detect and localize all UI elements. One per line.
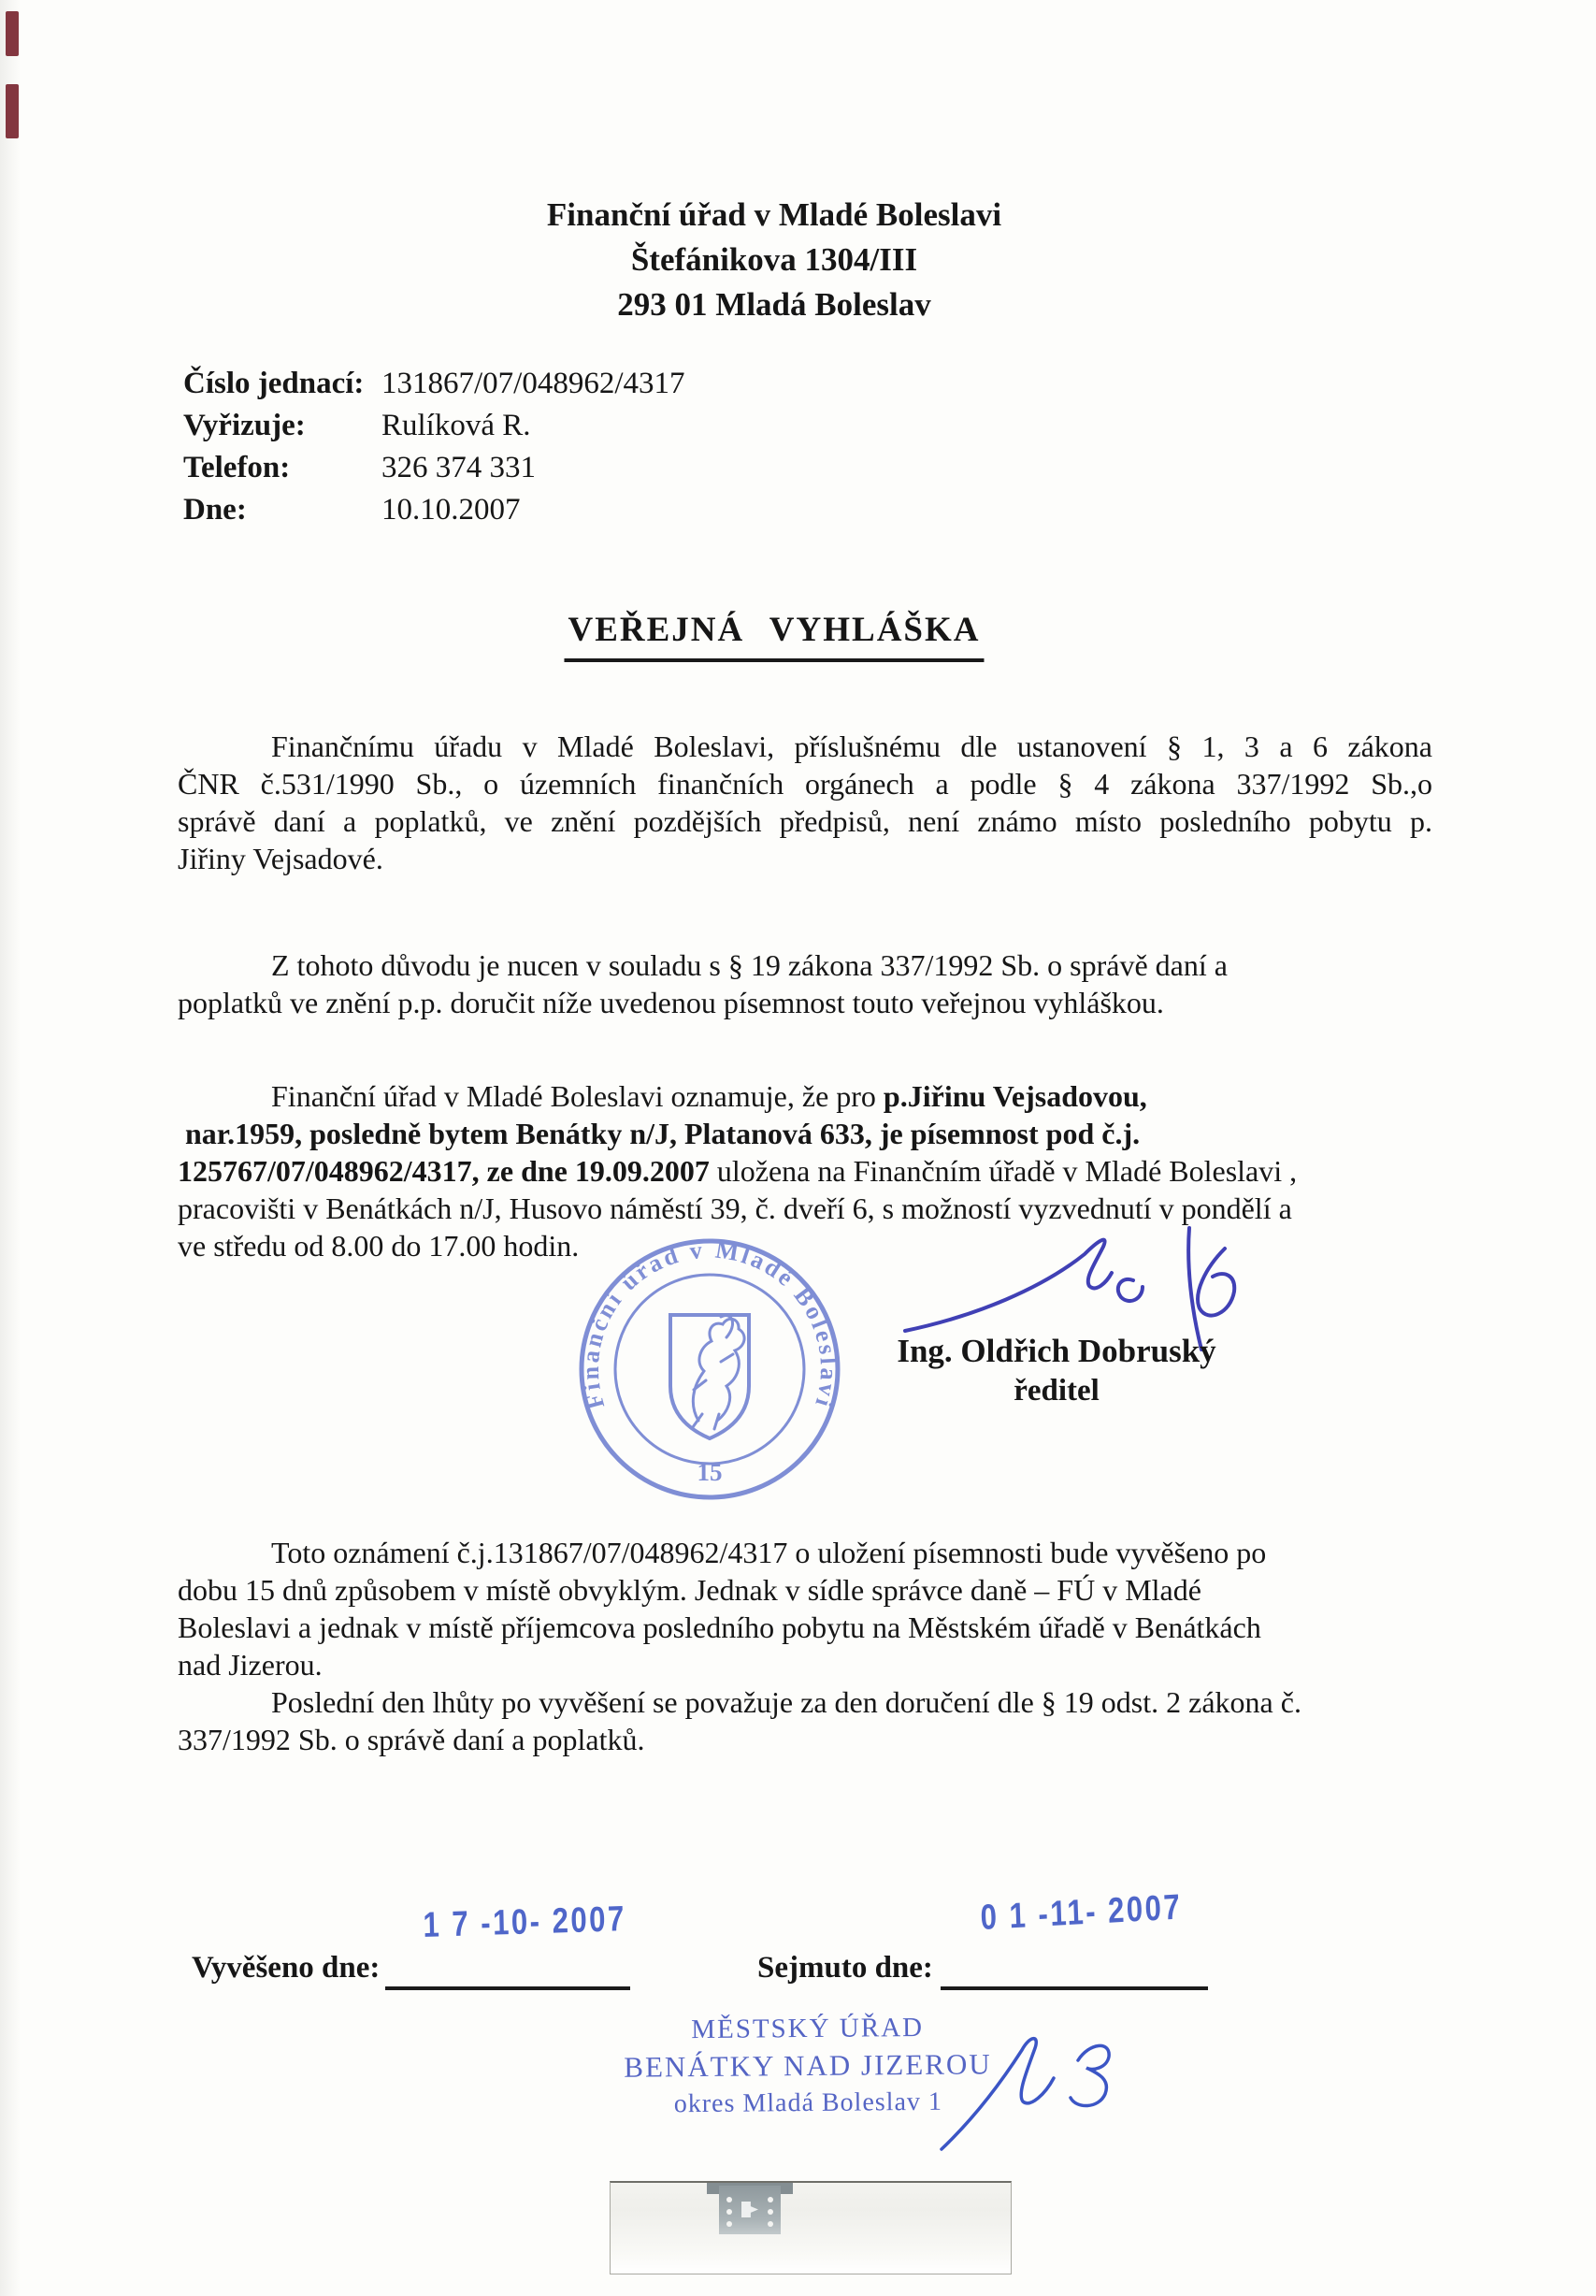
removed-date-line — [941, 1986, 1208, 1990]
removed-date-stamp: 0 1 -11- 2007 — [980, 1887, 1183, 1938]
scan-artifact-object — [610, 2181, 1012, 2274]
removed-date-label: Sejmuto dne: — [757, 1951, 933, 1985]
stamp-lion-emblem — [693, 1316, 744, 1429]
phone-label: Telefon: — [183, 451, 291, 484]
ref-number-value: 131867/07/048962/4317 — [381, 367, 685, 400]
signatory-block — [896, 1332, 1217, 1410]
paragraph-line: 337/1992 Sb. o správě daní a poplatků. — [178, 1723, 645, 1756]
paragraph-2 — [178, 946, 1432, 1021]
paragraph-line: pracovišti v Benátkách n/J, Husovo náměstí 39, č. dveří 6, s možností vyzvednutí v pondělí a — [178, 1191, 1292, 1225]
signatory-role: ředitel — [1014, 1374, 1100, 1408]
municipal-stamp-line: MĚSTSKÝ ÚŘAD — [691, 2012, 925, 2045]
text-run: Finanční úřad v Mladé Boleslavi oznamuje, že pro — [271, 1079, 884, 1113]
clerk-signature — [930, 2018, 1145, 2159]
paragraph-line — [178, 1077, 1432, 1115]
paragraph-line: Boleslavi a jednak v místě příjemcova posledního pobytu na Městském úřadě v Benátkách — [178, 1610, 1261, 1644]
letterhead-city: 293 01 Mladá Boleslav — [617, 286, 931, 323]
phone-value: 326 374 331 — [381, 451, 536, 484]
text-run-bold: 125767/07/048962/4317, ze dne 19.09.2007 — [178, 1154, 710, 1188]
text-run: uložena na Finančním úřadě v Mladé Boleslavi , — [709, 1154, 1298, 1188]
paragraph-line: nad Jizerou. — [178, 1648, 323, 1682]
handled-by-value: Rulíková R. — [381, 409, 531, 442]
paragraph-4 — [178, 1534, 1432, 1683]
stamp-number: 15 — [697, 1458, 723, 1486]
signatory-name: Ing. Oldřich Dobruský — [897, 1333, 1216, 1369]
scan-artifact-clip-notch — [741, 2202, 758, 2217]
stamp-circular-text: Finanční úřad v Mladé Boleslavi — [576, 1235, 843, 1413]
text-run-bold: p.Jiřinu Vejsadovou, — [883, 1079, 1147, 1113]
posted-date-line — [385, 1986, 630, 1990]
municipal-stamp-line: BENÁTKY NAD JIZEROU — [624, 2047, 992, 2084]
municipal-stamp-line: okres Mladá Boleslav 1 — [673, 2087, 943, 2119]
paragraph-line — [178, 1152, 1432, 1190]
letterhead-street: Štefánikova 1304/III — [630, 241, 918, 278]
paragraph-line: ve středu od 8.00 do 17.00 hodin. — [178, 1229, 580, 1263]
paragraph-line: Toto oznámení č.j.131867/07/048962/4317 o uložení písemnosti bude vyvěšeno po — [271, 1536, 1267, 1569]
posted-date-stamp: 1 7 -10- 2007 — [423, 1899, 627, 1945]
paragraph-line: Z tohoto důvodu je nucen v souladu s § 19 zákona 337/1992 Sb. o správě daní a — [271, 948, 1228, 982]
paragraph-line: Finančnímu úřadu v Mladé Boleslavi, příslušnému dle ustanovení § 1, 3 a 6 zákona — [271, 729, 1432, 763]
letterhead-office: Finanční úřad v Mladé Boleslavi — [546, 196, 1002, 233]
paragraph-line: poplatků ve znění p.p. doručit níže uvedenou písemnost touto veřejnou vyhláškou. — [178, 986, 1164, 1019]
date-label: Dne: — [183, 493, 247, 527]
scan-edge-shading — [0, 0, 21, 2296]
date-value: 10.10.2007 — [381, 493, 521, 527]
scan-artifact-red-mark — [6, 84, 19, 138]
ref-number-label: Číslo jednací: — [183, 367, 365, 400]
scan-artifact-red-mark — [6, 11, 19, 56]
paragraph-5 — [178, 1683, 1432, 1758]
paragraph-line: nar.1959, posledně bytem Benátky n/J, Platanová 633, je písemnost pod č.j. — [185, 1117, 1141, 1150]
paragraph-line: dobu 15 dnů způsobem v místě obvyklým. Jednak v sídle správce daně – FÚ v Mladé — [178, 1573, 1201, 1607]
letterhead — [547, 193, 1001, 327]
document-title: VEŘEJNÁ VYHLÁŠKA — [564, 610, 984, 662]
paragraph-line: správě daní a poplatků, ve znění pozdějších předpisů, není známo místo posledního pobytu p. — [178, 804, 1432, 838]
paragraph-line: Jiřiny Vejsadové. — [178, 842, 383, 875]
paragraph-1 — [178, 728, 1432, 877]
posted-date-label: Vyvěšeno dne: — [192, 1951, 381, 1985]
paragraph-line: ČNR č.531/1990 Sb., o územních finančních orgánech a podle § 4 zákona 337/1992 Sb.,o — [178, 767, 1432, 801]
official-round-stamp — [569, 1229, 850, 1509]
handled-by-label: Vyřizuje: — [183, 409, 306, 442]
scan-artifact-clip — [719, 2186, 781, 2234]
reference-block — [183, 363, 685, 531]
paragraph-line: Poslední den lhůty po vyvěšení se považuje za den doručení dle § 19 odst. 2 zákona č. — [271, 1685, 1301, 1719]
